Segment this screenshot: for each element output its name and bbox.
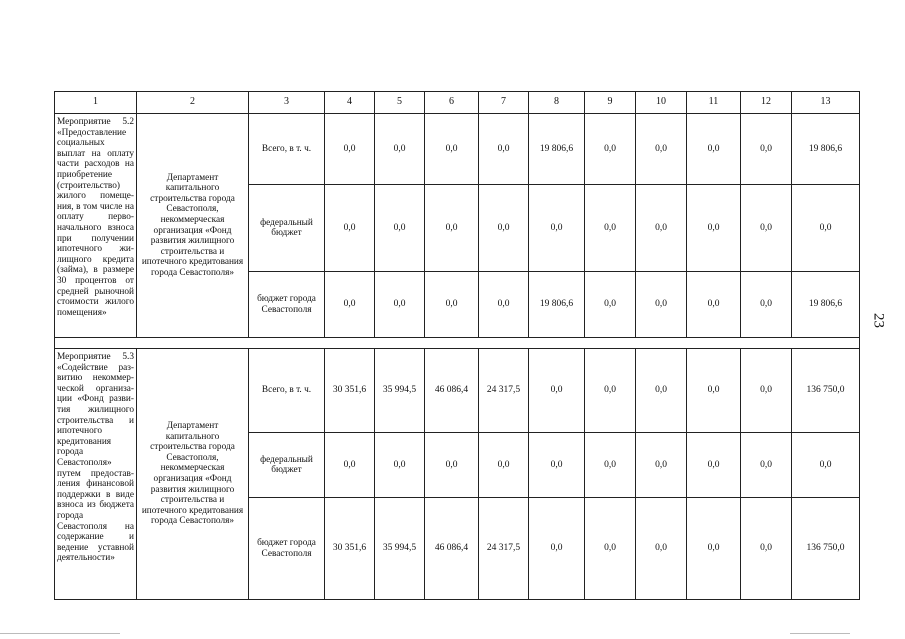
executor-cell: Департамент капитального строительства города Севастополя, некоммерческая организация «Фонд развития жилищного строительства и ипотечного кредитования города Севастополя»: [137, 114, 249, 338]
value-cell: 19 806,6: [529, 272, 585, 338]
value-cell: 0,0: [375, 185, 425, 272]
value-cell: 0,0: [479, 114, 529, 185]
value-cell: 0,0: [479, 185, 529, 272]
value-cell: 19 806,6: [529, 114, 585, 185]
table-row: [55, 349, 860, 433]
scan-line: [0, 633, 120, 634]
header-cell: 9: [585, 92, 636, 114]
value-cell: 0,0: [687, 498, 741, 600]
value-cell: 0,0: [687, 272, 741, 338]
value-cell: 46 086,4: [425, 498, 479, 600]
value-cell: 19 806,6: [792, 272, 860, 338]
value-cell: 0,0: [585, 272, 636, 338]
value-cell: 0,0: [479, 433, 529, 498]
value-cell: 0,0: [636, 272, 687, 338]
value-cell: 0,0: [687, 349, 741, 433]
value-cell: 30 351,6: [325, 498, 375, 600]
source-cell: бюджет города Севастополя: [249, 498, 325, 600]
value-cell: 35 994,5: [375, 349, 425, 433]
value-cell: 0,0: [479, 272, 529, 338]
value-cell: 0,0: [585, 114, 636, 185]
scan-line: [790, 633, 850, 634]
value-cell: 0,0: [741, 114, 792, 185]
value-cell: 0,0: [792, 433, 860, 498]
page-number: 23: [870, 313, 887, 328]
value-cell: 0,0: [636, 349, 687, 433]
value-cell: 24 317,5: [479, 349, 529, 433]
header-cell: 6: [425, 92, 479, 114]
value-cell: 35 994,5: [375, 498, 425, 600]
value-cell: 0,0: [792, 185, 860, 272]
value-cell: 24 317,5: [479, 498, 529, 600]
value-cell: 0,0: [585, 498, 636, 600]
source-cell: федеральный бюджет: [249, 433, 325, 498]
value-cell: 46 086,4: [425, 349, 479, 433]
value-cell: 0,0: [529, 433, 585, 498]
header-cell: 4: [325, 92, 375, 114]
value-cell: 0,0: [325, 114, 375, 185]
header-cell: 2: [137, 92, 249, 114]
value-cell: 0,0: [636, 433, 687, 498]
block-separator: [55, 338, 860, 349]
header-cell: 7: [479, 92, 529, 114]
value-cell: 0,0: [425, 433, 479, 498]
budget-table: [54, 91, 860, 600]
header-row: [55, 92, 860, 114]
header-cell: 10: [636, 92, 687, 114]
header-cell: 8: [529, 92, 585, 114]
executor-cell: Департамент капитального строительства города Севастополя, некоммерческая организация «Фонд развития жилищного строительства и ипотечного кредитования города Севастополя»: [137, 349, 249, 600]
source-cell: Всего, в т. ч.: [249, 114, 325, 185]
header-cell: 1: [55, 92, 137, 114]
value-cell: 0,0: [375, 272, 425, 338]
table-row: [55, 114, 860, 185]
value-cell: 0,0: [375, 433, 425, 498]
source-cell: бюджет города Севастополя: [249, 272, 325, 338]
value-cell: 0,0: [585, 433, 636, 498]
value-cell: 136 750,0: [792, 349, 860, 433]
value-cell: 0,0: [741, 433, 792, 498]
value-cell: 0,0: [687, 185, 741, 272]
source-cell: федеральный бюджет: [249, 185, 325, 272]
value-cell: 0,0: [325, 272, 375, 338]
value-cell: 0,0: [425, 185, 479, 272]
value-cell: 0,0: [425, 114, 479, 185]
value-cell: 0,0: [687, 114, 741, 185]
value-cell: 0,0: [325, 433, 375, 498]
separator-cell: [55, 338, 860, 349]
value-cell: 0,0: [687, 433, 741, 498]
header-cell: 13: [792, 92, 860, 114]
value-cell: 0,0: [585, 349, 636, 433]
header-cell: 5: [375, 92, 425, 114]
value-cell: 0,0: [636, 498, 687, 600]
value-cell: 19 806,6: [792, 114, 860, 185]
event-cell: Мероприятие 5.2 «Предоставление социальных выплат на оплату части расходов на приобретение (строительство) жилого помеще-ния, в том числе на оплату перво-начального взноса при получении ипотечного жи-лищного кредита (займа), в размере 30 процентов от средней рыночной стоимости жилого помещения»: [55, 114, 137, 338]
header-cell: 3: [249, 92, 325, 114]
value-cell: 0,0: [529, 349, 585, 433]
source-cell: Всего, в т. ч.: [249, 349, 325, 433]
header-cell: 12: [741, 92, 792, 114]
value-cell: 0,0: [741, 185, 792, 272]
value-cell: 0,0: [741, 272, 792, 338]
value-cell: 0,0: [741, 498, 792, 600]
value-cell: 0,0: [325, 185, 375, 272]
event-cell: Мероприятие 5.3 «Содействие раз-витию некоммер-ческой организа-ции «Фонд разви-тия жилищного строительства и ипотечного кредитования города Севастополя» путем предостав-ления финансовой поддержки в виде взноса из бюджета города Севастополя на содержание и ведение уставной деятельности»: [55, 349, 137, 600]
value-cell: 0,0: [636, 114, 687, 185]
value-cell: 0,0: [425, 272, 479, 338]
value-cell: 0,0: [529, 498, 585, 600]
value-cell: 136 750,0: [792, 498, 860, 600]
value-cell: 0,0: [585, 185, 636, 272]
value-cell: 30 351,6: [325, 349, 375, 433]
value-cell: 0,0: [375, 114, 425, 185]
header-cell: 11: [687, 92, 741, 114]
value-cell: 0,0: [741, 349, 792, 433]
value-cell: 0,0: [636, 185, 687, 272]
value-cell: 0,0: [529, 185, 585, 272]
